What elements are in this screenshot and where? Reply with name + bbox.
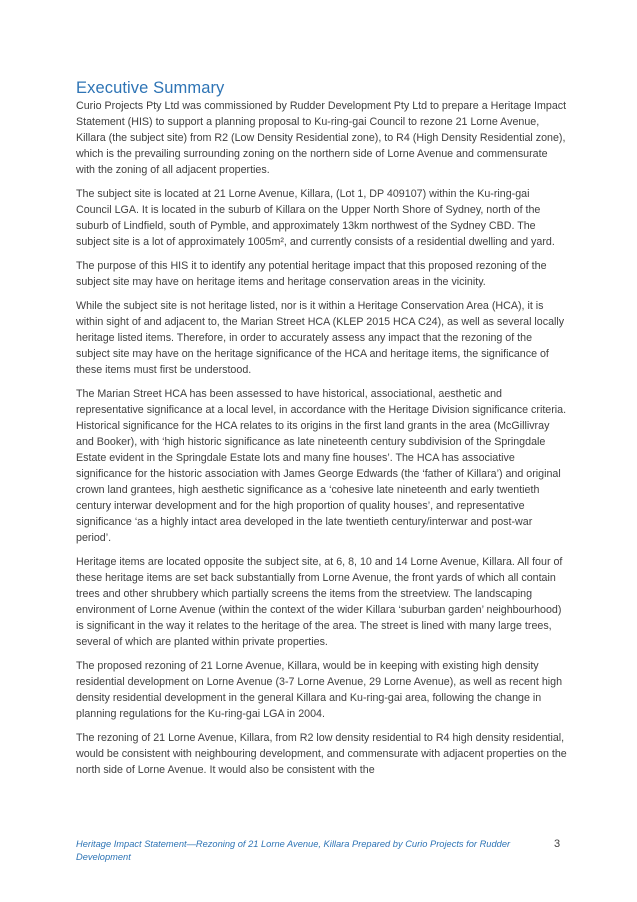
- paragraph: The rezoning of 21 Lorne Avenue, Killara, from R2 low density residential to R4 high density residential, would be consistent with neighbouring development, and commensurate with adjacent properties on the north side of Lorne Avenue. It would also be consistent with the: [76, 731, 567, 777]
- paragraph: Curio Projects Pty Ltd was commissioned by Rudder Development Pty Ltd to prepare a Heritage Impact Statement (HIS) to support a planning proposal to Ku-ring-gai Council to rezone 21 Lorne Avenue, Killara (the subject site) from R2 (Low Density Residential zone), to R4 (High Density Residential zone), which is the prevailing surrounding zoning on the northern side of Lorne Avenue and commensurate with the zoning of all adjacent properties.: [76, 100, 567, 177]
- page-footer: Heritage Impact Statement—Rezoning of 21 Lorne Avenue, Killara Prepared by Curio Projects for Rudder Development: [76, 839, 511, 862]
- paragraph: Heritage items are located opposite the subject site, at 6, 8, 10 and 14 Lorne Avenue, Killara. All four of these heritage items are set back substantially from Lorne Avenue, the front yards of which all contain trees and other shrubbery which partially screens the items from the streetview. The landscaping environment of Lorne Avenue (within the context of the wider Killara ‘suburban garden’ neighbourhood) is significant in the way it relates to the heritage of the area. The street is lined with many large trees, several of which are planted within private properties.: [76, 555, 563, 649]
- document-body: [76, 98, 568, 786]
- paragraph: The purpose of this HIS it to identify any potential heritage impact that this proposed rezoning of the subject site may have on heritage items and heritage conservation areas in the vicinity.: [76, 259, 547, 288]
- paragraph: While the subject site is not heritage listed, nor is it within a Heritage Conservation Area (HCA), it is within sight of and adjacent to, the Marian Street HCA (KLEP 2015 HCA C24), as well as several locally heritage listed items. Therefore, in order to accurately assess any impact that the rezoning of the subject site may have on the heritage significance of the HCA and heritage items, the significance of these items must first be understood.: [76, 299, 565, 376]
- page-title: Executive Summary: [76, 79, 225, 97]
- paragraph: The subject site is located at 21 Lorne Avenue, Killara, (Lot 1, DP 409107) within the Ku-ring-gai Council LGA. It is located in the suburb of Killara on the Upper North Shore of Sydney, north of the suburb of Lindfield, south of Pymble, and approximately 13km northwest of the Sydney CBD. The subject site is a lot of approximately 1005m², and currently consists of a residential dwelling and yard.: [76, 187, 555, 249]
- paragraph: The proposed rezoning of 21 Lorne Avenue, Killara, would be in keeping with existing high density residential development on Lorne Avenue (3-7 Lorne Avenue, 29 Lorne Avenue), as well as recent high density residential development in the general Killara and Ku-ring-gai area, following the change in planning regulations for the Ku-ring-gai LGA in 2004.: [76, 660, 563, 721]
- paragraph: The Marian Street HCA has been assessed to have historical, associational, aesthetic and representative significance at a local level, in accordance with the Heritage Division significance criteria. Historical significance for the HCA relates to its origins in the first land grants in the area (McGillivray and Booker), with ‘high historic significance as late nineteenth century subdivision of the Springdale Estate evident in the Springdale Estate lots and many fine houses’. The HCA has associative significance for the historic association with James George Edwards (the ‘father of Killara’) and original crown land grantees, high aesthetic significance as a ‘cohesive late nineteenth and early twentieth century interwar development and for the high proportion of quality houses’, and representative significance ‘as a highly intact area developed in the late twentieth century/interwar and post-war period’.: [76, 387, 567, 545]
- page-number: 3: [554, 838, 561, 850]
